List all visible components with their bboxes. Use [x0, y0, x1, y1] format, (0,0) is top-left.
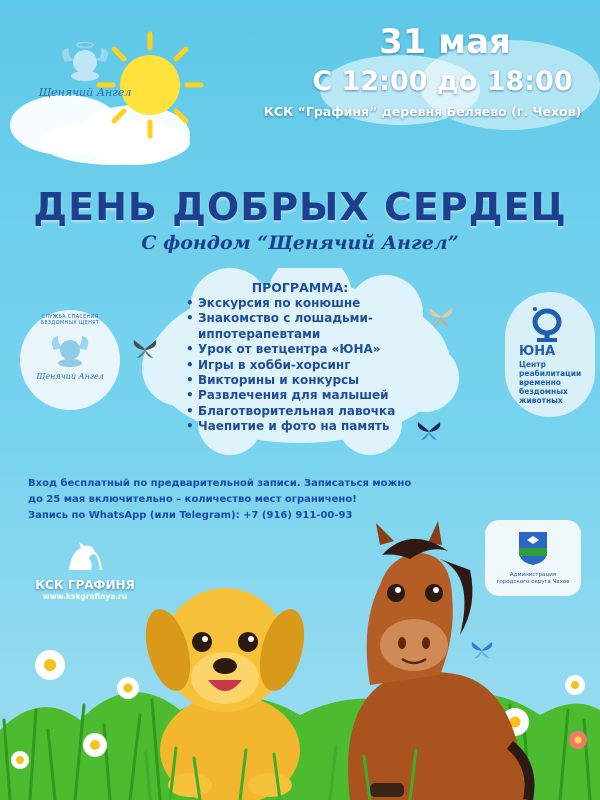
angel-badge-ring-text: СЛУЖБА СПАСЕНИЯ БЕЗДОМНЫХ ЩЕНЯТ [40, 314, 100, 326]
butterfly-icon [428, 306, 454, 328]
puppy-angel-icon [48, 330, 92, 368]
program-item: • Развлечения для малышей [186, 388, 436, 403]
info-line: Вход бесплатный по предварительной записи. Записаться можно [28, 478, 412, 489]
ksk-url: www.kskgrafinya.ru [42, 592, 128, 601]
ksk-name: КСК ГРАФИНЯ [35, 578, 135, 592]
yuna-name: ЮНА [519, 344, 556, 359]
horse-crest-icon [63, 540, 107, 574]
foreground-grass [0, 740, 600, 800]
puppy-angel-icon [55, 40, 115, 82]
program-item: • Викторины и конкурсы [186, 373, 436, 388]
program-item: • Урок от ветцентра «ЮНА» [186, 342, 436, 357]
butterfly-icon [416, 420, 442, 442]
program-heading: ПРОГРАММА: [251, 280, 349, 295]
program-item-continuation: иппотерапевтами [198, 326, 321, 341]
program-item: • Экскурсия по конюшне [186, 296, 436, 311]
program-item: • Игры в хобби-хорсинг [186, 358, 436, 373]
angel-service-badge [20, 310, 120, 410]
yuna-description: Центр реабилитации временно бездомных животных [519, 360, 582, 405]
puppy-angel-logo [30, 40, 140, 110]
program-item: • Благотворительная лавочка [186, 404, 436, 419]
angel-badge-name: Щенячий Ангел [36, 372, 104, 381]
ksk-grafinya-logo [30, 540, 140, 610]
info-line: до 25 мая включительно – количество мест ограничено! [28, 494, 357, 505]
administration-text: Администрация городского округа Чехов [496, 572, 570, 585]
event-subtitle: С фондом “Щенячий Ангел” [141, 232, 459, 254]
puppy-angel-logo-text: Щенячий Ангел [38, 86, 132, 99]
event-place: КСК “Графиня” деревня Беляево (г. Чехов) [263, 104, 582, 119]
butterfly-icon [132, 338, 158, 360]
program-item: • Чаепитие и фото на память [186, 419, 436, 434]
program-list [186, 296, 436, 435]
event-date: 31 мая [379, 22, 511, 62]
yuna-logo [505, 292, 595, 417]
event-title: ДЕНЬ ДОБРЫХ СЕРДЕЦ [33, 185, 567, 229]
event-time: С 12:00 до 18:00 [312, 66, 573, 97]
contact-line: Запись по WhatsApp (или Telegram): +7 (916) 911-00-93 [28, 510, 353, 521]
program-item: • Знакомство с лошадьми- [186, 311, 436, 326]
yuna-icon [527, 306, 567, 342]
